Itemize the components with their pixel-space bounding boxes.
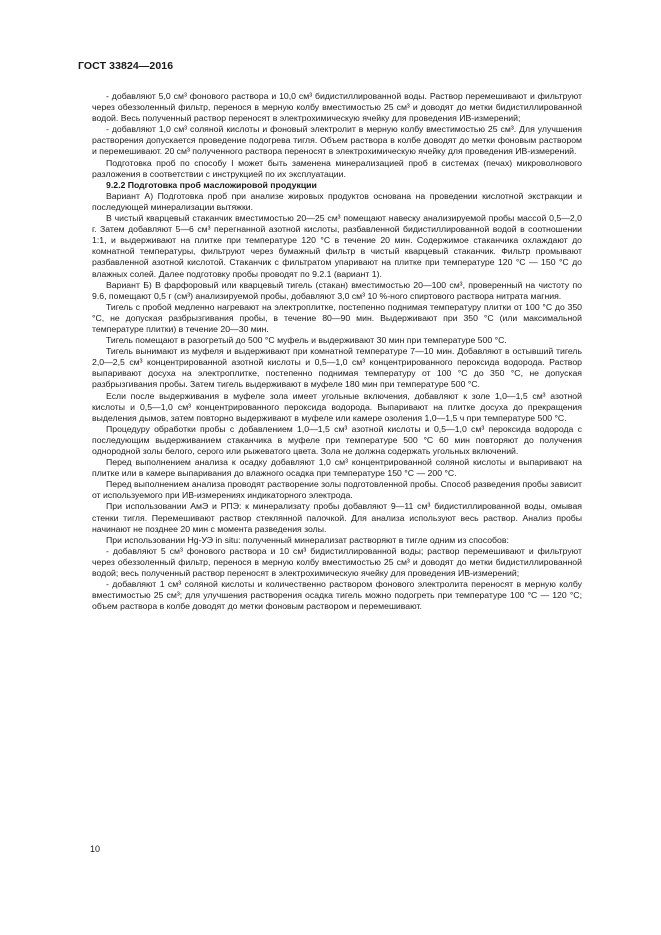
- paragraph: - добавляют 1,0 см³ соляной кислоты и фоновый электролит в мерную колбу вместимостью 25 см³. Для улучшения растворения допускается проведение подогрева тигля. Объем раствора в колбе доводят до метки фоновым раствором и перемешивают. 20 см³ полученного раствора переносят в электрохимическую ячейку для проведения ИВ-измерений.: [92, 124, 582, 157]
- paragraph: - добавляют 1 см³ соляной кислоты и количественно раствором фонового электролита переносят в мерную колбу вместимостью 25 см³; для улучшения растворения осадка тигель можно подогреть при температуре 100 °С — 120 °С; объем раствора в колбе доводят до метки фоновым раствором и перемешивают.: [92, 579, 582, 612]
- paragraph: Перед выполнением анализа проводят растворение золы подготовленной пробы. Способ разведения пробы зависит от используемого при ИВ-измерениях индикаторного электрода.: [92, 479, 582, 501]
- paragraph: Перед выполнением анализа к осадку добавляют 1,0 см³ концентрированной соляной кислоты и выпаривают на плитке или в камере выпаривания до влажного осадка при температуре 150 °С — 200 °С.: [92, 457, 582, 479]
- document-body: [92, 91, 582, 612]
- document-header: ГОСТ 33824—2016: [78, 60, 174, 72]
- paragraph: Тигель помещают в разогретый до 500 °С муфель и выдерживают 30 мин при температуре 500 °С.: [106, 335, 507, 346]
- paragraph: Вариант Б) В фарфоровый или кварцевый тигель (стакан) вместимостью 20—100 см³, проверенный на чистоту по 9.6, помещают 0,5 г (см³) анализируемой пробы, добавляют 3,0 см³ 10 %-ного спиртового раствора нитрата магния.: [92, 279, 582, 301]
- page-number: 10: [90, 844, 101, 854]
- paragraph: Тигель вынимают из муфеля и выдерживают при комнатной температуре 7—10 мин. Добавляют в остывший тигель 2,0—2,5 см³ концентрированной азотной кислоты и 0,5—1,0 см³ концентрированного пероксида водорода. Раствор выпаривают досуха на электроплитке, постепенно поднимая температуру от 100 °С до 350 °С, не допуская разбрызгивания пробы. Затем тигель выдерживают в муфеле 180 мин при температуре 500 °С.: [92, 346, 582, 390]
- paragraph: Тигель с пробой медленно нагревают на электроплитке, постепенно поднимая температуру плитки от 100 °С до 350 °С, не допуская разбрызгивания пробы, в течение 80—90 мин. Выдерживают при 350 °С (или максимальной температуре плитки) в течение 20—30 мин.: [92, 301, 582, 334]
- paragraph: При использовании АмЭ и РПЭ: к минерализату пробы добавляют 9—11 см³ бидистиллированной воды, омывая стенки тигля. Перемешивают раствор стеклянной палочкой. Для анализа используют весь раствор. Анализ пробы начинают не позднее 20 мин с момента разведения золы.: [92, 501, 582, 534]
- paragraph: В чистый кварцевый стаканчик вместимостью 20—25 см³ помещают навеску анализируемой пробы массой 0,5—2,0 г. Затем добавляют 5—6 см³ перегнанной азотной кислоты, разбавленной бидистиллированной водой в соотношении 1:1, и выдерживают на плитке при температуре 120 °С в течение 20 мин. Содержимое стаканчика охлаждают до комнатной температуры, фильтруют через бумажный фильтр в чистый кварцевый стаканчик. Фильтр промывают разбавленной азотной кислотой. Стаканчик с фильтратом упаривают на плитке при температуре 120 °С — 150 °С до влажных солей. Далее подготовку пробы проводят по 9.2.1 (вариант 1).: [92, 213, 582, 279]
- paragraph: Процедуру обработки пробы с добавлением 1,0—1,5 см³ азотной кислоты и 0,5—1,0 см³ пероксида водорода с последующим выдерживанием стаканчика в муфеле при температуре 500 °С 60 мин повторяют до получения однородной золы белого, серого или рыжеватого цвета. Зола не должна содержать угольных включений.: [92, 423, 582, 456]
- paragraph: - добавляют 5 см³ фонового раствора и 10 см³ бидистиллированной воды; раствор перемешивают и фильтруют через обеззоленный фильтр, перенося в мерную колбу вместимостью 25 см³ и доводят до метки бидистиллированной водой; весь полученный раствор переносят в электрохимическую ячейку для проведения ИВ-измерений;: [92, 545, 582, 579]
- paragraph: Вариант А) Подготовка проб при анализе жировых продуктов основана на проведении кислотной экстракции и последующей минерализации вытяжки.: [92, 190, 582, 212]
- paragraph: При использовании Hg-УЭ in situ: полученный минерализат растворяют в тигле одним из способов:: [106, 534, 509, 545]
- section-heading: 9.2.2 Подготовка проб масложировой продукции: [106, 179, 317, 190]
- paragraph: Подготовка проб по способу I может быть заменена минерализацией проб в системах (печах) микроволнового разложения в соответствии с инструкцией по их эксплуатации.: [92, 157, 582, 179]
- paragraph: Если после выдерживания в муфеле зола имеет угольные включения, добавляют к золе 1,0—1,5 см³ азотной кислоты и 0,5—1,0 см³ концентрированного пероксида водорода. Выпаривают на плитке досуха до прекращения выделения дымов, затем повторно выдерживают в муфеле или камере озоления 1,0—1,5 ч при температуре 500 °С.: [92, 390, 582, 423]
- paragraph: - добавляют 5,0 см³ фонового раствора и 10,0 см³ бидистиллированной воды. Раствор перемешивают и фильтруют через обеззоленный фильтр, перенося в мерную колбу вместимостью 25 см³ и доводят до метки бидистиллированной водой. Весь полученный раствор переносят в электрохимическую ячейку для проведения ИВ-измерений;: [92, 91, 582, 124]
